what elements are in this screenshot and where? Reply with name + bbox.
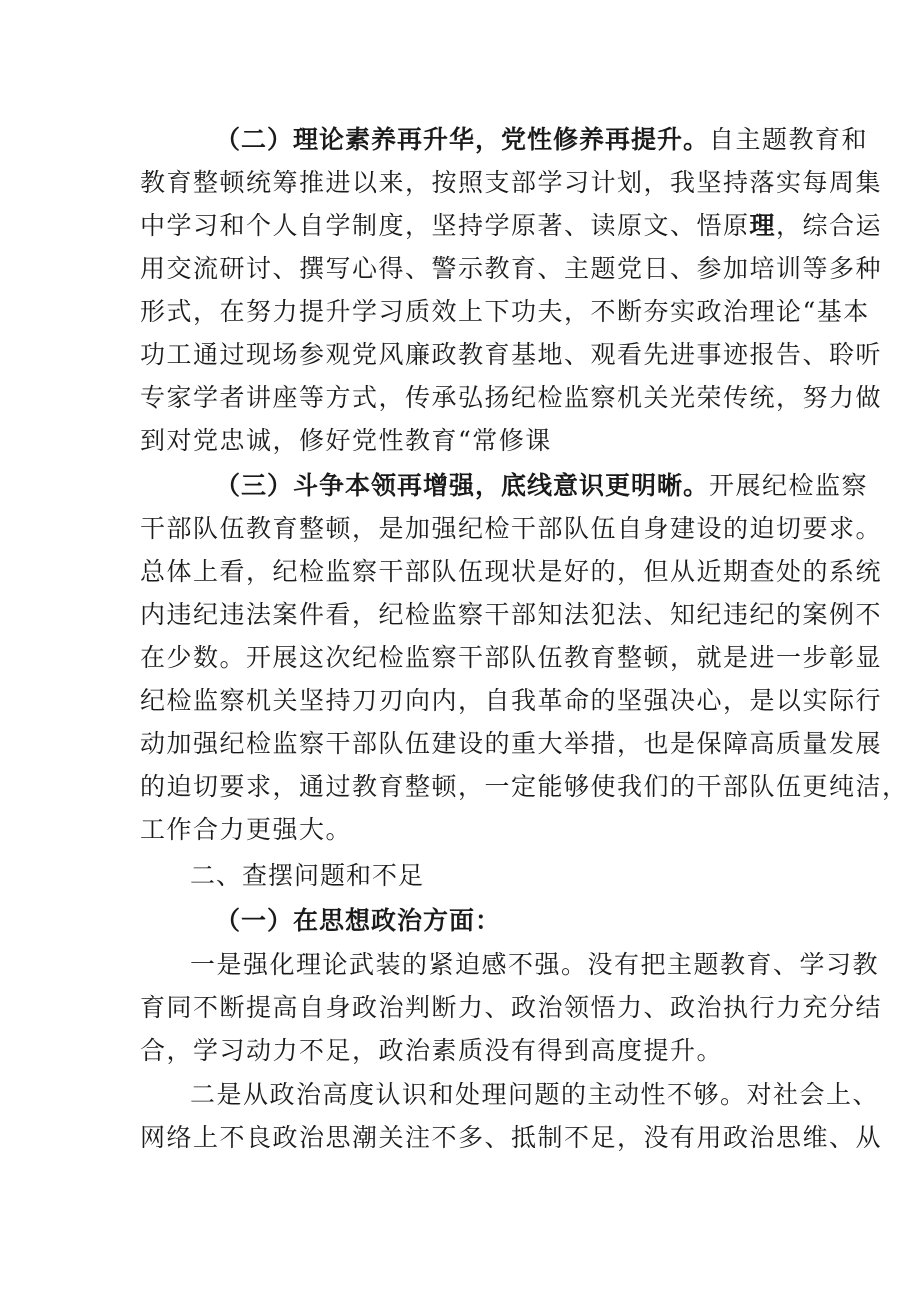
paragraph-line: 一是强化理论武装的紧迫感不强。没有把主题教育、学习教 [190,950,880,979]
paragraph-line: 功工通过现场参观党风廉政教育基地、观看先进事迹报告、聆听 [140,340,883,369]
section-two-first-line [215,122,868,158]
section-two-title: （二）理论素养再升华，党性修养再提升。 [215,125,710,154]
section-two-line1-rest: 自主题教育和 [709,125,869,154]
paragraph-line: 干部队伍教育整顿，是加强纪检干部队伍自身建设的迫切要求。 [140,514,883,543]
section-three-first-line [215,468,868,504]
paragraph-line: 二是从政治高度认识和处理问题的主动性不够。对社会上、 [190,1080,880,1109]
section-three-line1-rest: 开展纪检监察 [709,471,869,500]
paragraph-line: 形式，在努力提升学习质效上下功夫，不断夯实政治理论“基本 [140,297,870,326]
paragraph-line: 合，学习动力不足，政治素质没有得到高度提升。 [140,1036,724,1065]
paragraph-line: 专家学者讲座等方式，传承弘扬纪检监察机关光荣传统，努力做 [140,383,883,412]
bold-character: 理 [749,211,777,240]
paragraph-line: 育同不断提高自身政治判断力、政治领悟力、政治执行力充分结 [140,993,883,1022]
paragraph-line: 用交流研讨、撰写心得、警示教育、主题党日、参加培训等多种 [140,254,883,283]
paragraph-line: 中学习和个人自学制度，坚持学原著、读原文、悟原理，综合运 [140,211,883,240]
part-two-heading: 二、查摆问题和不足 [190,861,425,890]
paragraph-line: 纪检监察机关坚持刀刃向内，自我革命的坚强决心，是以实际行 [140,686,883,715]
section-three-title: （三）斗争本领再增强，底线意识更明晰。 [215,471,710,500]
paragraph-line: 总体上看，纪检监察干部队伍现状是好的，但从近期查处的系统 [140,557,883,586]
paragraph-line: 在少数。开展这次纪检监察干部队伍教育整顿，就是进一步彰显 [140,643,883,672]
paragraph-line: 教育整顿统筹推进以来，按照支部学习计划，我坚持落实每周集 [140,168,883,197]
part-two-subheading: （一）在思想政治方面： [215,906,502,935]
paragraph-line: 的迫切要求，通过教育整顿，一定能够使我们的干部队伍更纯洁， [140,772,909,801]
paragraph-line: 网络上不良政治思潮关注不多、抵制不足，没有用政治思维、从 [140,1123,883,1152]
paragraph-line: 到对党忠诚，修好党性教育“常修课 [140,426,552,455]
paragraph-line: 内违纪违法案件看，纪检监察干部知法犯法、知纪违纪的案例不 [140,600,883,629]
paragraph-line: 工作合力更强大。 [140,815,353,844]
paragraph-line: 动加强纪检监察干部队伍建设的重大举措，也是保障高质量发展 [140,729,883,758]
